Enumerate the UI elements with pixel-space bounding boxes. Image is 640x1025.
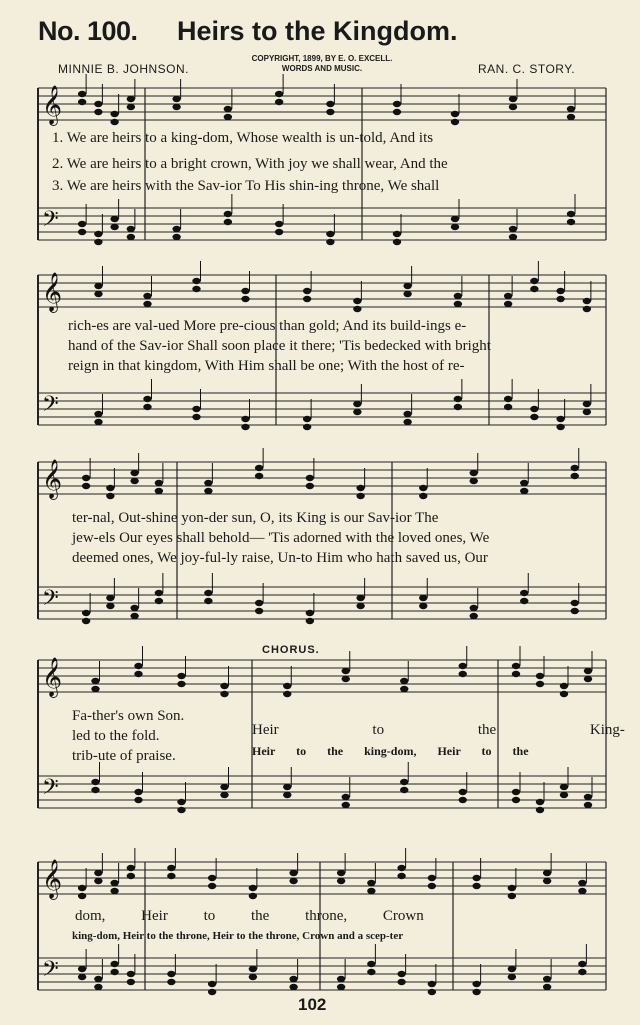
note-head bbox=[567, 106, 575, 112]
note-head bbox=[451, 111, 459, 117]
chorus-soprano-line: Heir to the King- bbox=[252, 722, 625, 738]
note-head bbox=[353, 409, 361, 415]
treble-clef: 𝄞 bbox=[42, 657, 63, 697]
note-head bbox=[571, 473, 579, 479]
note-head bbox=[556, 288, 564, 294]
note-head bbox=[306, 475, 314, 481]
note-head bbox=[78, 99, 86, 105]
note-head bbox=[428, 981, 436, 987]
note-head bbox=[306, 618, 314, 624]
note-head bbox=[241, 296, 249, 302]
note-head bbox=[167, 979, 175, 985]
note-head bbox=[155, 480, 163, 486]
note-head bbox=[127, 979, 135, 985]
note-head bbox=[283, 792, 291, 798]
note-head bbox=[283, 784, 291, 790]
note-head bbox=[94, 239, 102, 245]
note-head bbox=[91, 779, 99, 785]
note-head bbox=[508, 885, 516, 891]
note-head bbox=[567, 211, 575, 217]
note-head bbox=[208, 875, 216, 881]
note-head bbox=[454, 404, 462, 410]
page-number: 102 bbox=[298, 995, 327, 1014]
note-head bbox=[306, 483, 314, 489]
note-head bbox=[78, 91, 86, 97]
note-head bbox=[356, 595, 364, 601]
note-head bbox=[289, 984, 297, 990]
note-head bbox=[110, 216, 118, 222]
note-head bbox=[249, 893, 257, 899]
note-head bbox=[543, 984, 551, 990]
note-head bbox=[172, 104, 180, 110]
note-head bbox=[94, 984, 102, 990]
note-head bbox=[177, 807, 185, 813]
note-head bbox=[130, 605, 138, 611]
note-head bbox=[512, 671, 520, 677]
note-head bbox=[508, 893, 516, 899]
hymn-title: Heirs to the Kingdom. bbox=[177, 16, 458, 46]
note-head bbox=[110, 969, 118, 975]
note-head bbox=[78, 885, 86, 891]
note-head bbox=[400, 779, 408, 785]
note-head bbox=[454, 396, 462, 402]
note-head bbox=[454, 301, 462, 307]
chorus-bass-line: king-dom, Heir to the throne, Heir to the throne, Crown and a scep-ter bbox=[72, 930, 404, 942]
note-head bbox=[134, 671, 142, 677]
note-head bbox=[512, 797, 520, 803]
note-head bbox=[303, 416, 311, 422]
note-head bbox=[397, 873, 405, 879]
note-head bbox=[289, 976, 297, 982]
note-head bbox=[504, 301, 512, 307]
note-head bbox=[512, 789, 520, 795]
note-head bbox=[94, 231, 102, 237]
note-head bbox=[94, 101, 102, 107]
note-head bbox=[303, 296, 311, 302]
treble-clef: 𝄞 bbox=[42, 459, 63, 499]
note-head bbox=[397, 971, 405, 977]
note-head bbox=[367, 969, 375, 975]
note-head bbox=[306, 610, 314, 616]
treble-clef: 𝄞 bbox=[42, 272, 63, 312]
note-head bbox=[192, 406, 200, 412]
note-head bbox=[127, 971, 135, 977]
note-head bbox=[560, 683, 568, 689]
note-head bbox=[177, 673, 185, 679]
note-head bbox=[275, 221, 283, 227]
treble-clef: 𝄞 bbox=[42, 859, 63, 899]
note-head bbox=[78, 966, 86, 972]
note-head bbox=[560, 691, 568, 697]
note-head bbox=[356, 493, 364, 499]
chorus-label: CHORUS. bbox=[262, 644, 320, 656]
note-head bbox=[110, 111, 118, 117]
note-head bbox=[536, 681, 544, 687]
note-head bbox=[106, 603, 114, 609]
note-head bbox=[94, 870, 102, 876]
note-head bbox=[342, 676, 350, 682]
note-head bbox=[520, 480, 528, 486]
note-head bbox=[583, 409, 591, 415]
note-head bbox=[289, 870, 297, 876]
note-head bbox=[143, 293, 151, 299]
note-head bbox=[337, 976, 345, 982]
note-head bbox=[512, 663, 520, 669]
note-head bbox=[110, 119, 118, 125]
note-head bbox=[130, 613, 138, 619]
note-head bbox=[509, 104, 517, 110]
note-head bbox=[530, 278, 538, 284]
note-head bbox=[520, 488, 528, 494]
note-head bbox=[155, 590, 163, 596]
note-head bbox=[208, 989, 216, 995]
note-head bbox=[94, 109, 102, 115]
note-head bbox=[110, 961, 118, 967]
note-head bbox=[567, 219, 575, 225]
note-head bbox=[303, 288, 311, 294]
note-head bbox=[224, 114, 232, 120]
note-head bbox=[241, 288, 249, 294]
note-head bbox=[192, 278, 200, 284]
note-head bbox=[78, 229, 86, 235]
note-head bbox=[543, 976, 551, 982]
note-head bbox=[204, 590, 212, 596]
note-head bbox=[428, 989, 436, 995]
note-head bbox=[403, 419, 411, 425]
note-head bbox=[127, 873, 135, 879]
note-head bbox=[127, 865, 135, 871]
note-head bbox=[78, 221, 86, 227]
verse-3-line: reign in that kingdom, With Him shall be one; With the host of re- bbox=[68, 358, 465, 374]
note-head bbox=[91, 686, 99, 692]
note-head bbox=[451, 119, 459, 125]
chorus-bass-line: Heir to the king-dom, Heir to the bbox=[252, 744, 529, 758]
note-head bbox=[356, 485, 364, 491]
note-head bbox=[459, 789, 467, 795]
note-head bbox=[127, 96, 135, 102]
note-head bbox=[556, 296, 564, 302]
note-head bbox=[451, 224, 459, 230]
note-head bbox=[509, 234, 517, 240]
note-head bbox=[571, 465, 579, 471]
verse-1-line: ter-nal, Out-shine yon-der sun, O, its King is our Sav-ior The bbox=[72, 510, 439, 526]
note-head bbox=[91, 678, 99, 684]
note-head bbox=[172, 96, 180, 102]
note-head bbox=[356, 603, 364, 609]
note-head bbox=[520, 598, 528, 604]
note-head bbox=[106, 493, 114, 499]
note-head bbox=[255, 473, 263, 479]
note-head bbox=[556, 416, 564, 422]
note-head bbox=[224, 211, 232, 217]
note-head bbox=[428, 875, 436, 881]
note-head bbox=[337, 870, 345, 876]
note-head bbox=[130, 470, 138, 476]
note-head bbox=[353, 306, 361, 312]
note-head bbox=[403, 411, 411, 417]
note-head bbox=[571, 608, 579, 614]
composer-credit: RAN. C. STORY. bbox=[478, 62, 576, 76]
verse-3-line: trib-ute of praise. bbox=[72, 748, 176, 764]
note-head bbox=[167, 971, 175, 977]
note-head bbox=[110, 880, 118, 886]
note-head bbox=[454, 293, 462, 299]
note-head bbox=[419, 595, 427, 601]
note-head bbox=[167, 873, 175, 879]
note-head bbox=[134, 663, 142, 669]
note-head bbox=[472, 989, 480, 995]
copyright-line: COPYRIGHT, 1899, BY E. O. EXCELL. bbox=[251, 54, 393, 63]
note-head bbox=[167, 865, 175, 871]
note-head bbox=[530, 286, 538, 292]
note-head bbox=[155, 598, 163, 604]
note-head bbox=[255, 600, 263, 606]
note-head bbox=[419, 603, 427, 609]
note-head bbox=[400, 678, 408, 684]
note-head bbox=[459, 663, 467, 669]
note-head bbox=[367, 888, 375, 894]
note-head bbox=[78, 893, 86, 899]
verse-2-line: 2. We are heirs to a bright crown, With joy we shall wear, And the bbox=[52, 156, 448, 172]
note-head bbox=[584, 794, 592, 800]
bass-clef: 𝄢 bbox=[42, 775, 59, 805]
treble-clef: 𝄞 bbox=[42, 85, 63, 125]
note-head bbox=[428, 883, 436, 889]
note-head bbox=[94, 878, 102, 884]
note-head bbox=[556, 424, 564, 430]
note-head bbox=[583, 306, 591, 312]
note-head bbox=[508, 966, 516, 972]
note-head bbox=[283, 683, 291, 689]
note-head bbox=[459, 671, 467, 677]
note-head bbox=[127, 234, 135, 240]
note-head bbox=[584, 802, 592, 808]
note-head bbox=[192, 414, 200, 420]
note-head bbox=[583, 401, 591, 407]
note-head bbox=[82, 610, 90, 616]
note-head bbox=[472, 883, 480, 889]
note-head bbox=[91, 787, 99, 793]
note-head bbox=[472, 981, 480, 987]
note-head bbox=[543, 870, 551, 876]
note-head bbox=[419, 493, 427, 499]
note-head bbox=[337, 984, 345, 990]
verse-3-line: 3. We are heirs with the Sav-ior To His shin-ing throne, We shall bbox=[52, 178, 440, 194]
note-head bbox=[543, 878, 551, 884]
note-head bbox=[241, 424, 249, 430]
note-head bbox=[419, 485, 427, 491]
note-head bbox=[220, 691, 228, 697]
note-head bbox=[530, 406, 538, 412]
note-head bbox=[470, 613, 478, 619]
verse-3-line: deemed ones, We joy-ful-ly raise, Un-to Him who hath saved us, Our bbox=[72, 550, 488, 566]
note-head bbox=[459, 797, 467, 803]
note-head bbox=[393, 109, 401, 115]
note-head bbox=[249, 966, 257, 972]
bass-clef: 𝄢 bbox=[42, 392, 59, 422]
note-head bbox=[134, 789, 142, 795]
note-head bbox=[353, 298, 361, 304]
note-head bbox=[451, 216, 459, 222]
note-head bbox=[94, 411, 102, 417]
note-head bbox=[192, 286, 200, 292]
note-head bbox=[143, 301, 151, 307]
note-head bbox=[110, 888, 118, 894]
note-head bbox=[393, 101, 401, 107]
note-head bbox=[255, 608, 263, 614]
note-head bbox=[504, 293, 512, 299]
note-head bbox=[94, 291, 102, 297]
note-head bbox=[94, 419, 102, 425]
note-head bbox=[275, 229, 283, 235]
note-head bbox=[567, 114, 575, 120]
note-head bbox=[509, 96, 517, 102]
note-head bbox=[78, 974, 86, 980]
note-head bbox=[367, 880, 375, 886]
verse-2-line: jew-els Our eyes shall behold— 'Tis adorned with the loved ones, We bbox=[72, 530, 490, 546]
note-head bbox=[520, 590, 528, 596]
note-head bbox=[220, 792, 228, 798]
note-head bbox=[393, 231, 401, 237]
note-head bbox=[337, 878, 345, 884]
note-head bbox=[560, 792, 568, 798]
note-head bbox=[400, 787, 408, 793]
note-head bbox=[536, 673, 544, 679]
note-head bbox=[220, 683, 228, 689]
note-head bbox=[224, 219, 232, 225]
note-head bbox=[303, 424, 311, 430]
note-head bbox=[367, 961, 375, 967]
copyright-line: WORDS AND MUSIC. bbox=[281, 64, 363, 73]
note-head bbox=[530, 414, 538, 420]
note-head bbox=[289, 878, 297, 884]
note-head bbox=[177, 799, 185, 805]
note-head bbox=[110, 224, 118, 230]
note-head bbox=[106, 595, 114, 601]
verse-2-line: hand of the Sav-ior Shall soon place it there; 'Tis bedecked with bright bbox=[68, 338, 491, 354]
note-head bbox=[127, 104, 135, 110]
note-head bbox=[326, 101, 334, 107]
note-head bbox=[255, 465, 263, 471]
note-head bbox=[353, 401, 361, 407]
note-head bbox=[393, 239, 401, 245]
note-head bbox=[155, 488, 163, 494]
bass-clef: 𝄢 bbox=[42, 957, 59, 987]
note-head bbox=[536, 799, 544, 805]
chorus-soprano-line: dom, Heir to the throne, Crown bbox=[75, 908, 424, 924]
bass-clef: 𝄢 bbox=[42, 586, 59, 616]
note-head bbox=[208, 981, 216, 987]
note-head bbox=[470, 605, 478, 611]
note-head bbox=[326, 239, 334, 245]
note-head bbox=[509, 226, 517, 232]
note-head bbox=[130, 478, 138, 484]
verse-1-line: rich-es are val-ued More pre-cious than gold; And its build-ings e- bbox=[68, 318, 467, 334]
note-head bbox=[82, 475, 90, 481]
note-head bbox=[204, 480, 212, 486]
note-head bbox=[342, 668, 350, 674]
note-head bbox=[584, 676, 592, 682]
note-head bbox=[208, 883, 216, 889]
note-head bbox=[172, 226, 180, 232]
note-head bbox=[143, 404, 151, 410]
note-head bbox=[470, 478, 478, 484]
note-head bbox=[249, 974, 257, 980]
note-head bbox=[275, 99, 283, 105]
note-head bbox=[127, 226, 135, 232]
note-head bbox=[249, 885, 257, 891]
lyricist-credit: MINNIE B. JOHNSON. bbox=[58, 62, 190, 76]
note-head bbox=[82, 618, 90, 624]
note-head bbox=[578, 961, 586, 967]
note-head bbox=[241, 416, 249, 422]
bass-clef: 𝄢 bbox=[42, 207, 59, 237]
note-head bbox=[397, 865, 405, 871]
note-head bbox=[400, 686, 408, 692]
note-head bbox=[326, 109, 334, 115]
note-head bbox=[177, 681, 185, 687]
note-head bbox=[94, 976, 102, 982]
note-head bbox=[583, 298, 591, 304]
note-head bbox=[94, 283, 102, 289]
note-head bbox=[224, 106, 232, 112]
note-head bbox=[342, 794, 350, 800]
note-head bbox=[403, 283, 411, 289]
note-head bbox=[560, 784, 568, 790]
note-head bbox=[106, 485, 114, 491]
note-head bbox=[397, 979, 405, 985]
note-head bbox=[220, 784, 228, 790]
note-head bbox=[275, 91, 283, 97]
note-head bbox=[172, 234, 180, 240]
note-head bbox=[508, 974, 516, 980]
note-head bbox=[134, 797, 142, 803]
note-head bbox=[578, 969, 586, 975]
note-head bbox=[204, 488, 212, 494]
verse-1-line: Fa-ther's own Son. bbox=[72, 708, 185, 724]
note-head bbox=[504, 404, 512, 410]
note-head bbox=[326, 231, 334, 237]
note-head bbox=[403, 291, 411, 297]
note-head bbox=[584, 668, 592, 674]
note-head bbox=[342, 802, 350, 808]
note-head bbox=[536, 807, 544, 813]
verse-2-line: led to the fold. bbox=[72, 728, 160, 744]
note-head bbox=[472, 875, 480, 881]
note-head bbox=[470, 470, 478, 476]
note-head bbox=[204, 598, 212, 604]
note-head bbox=[504, 396, 512, 402]
note-head bbox=[143, 396, 151, 402]
note-head bbox=[82, 483, 90, 489]
note-head bbox=[283, 691, 291, 697]
note-head bbox=[571, 600, 579, 606]
hymn-number: No. 100. bbox=[38, 16, 138, 46]
note-head bbox=[578, 888, 586, 894]
verse-1-line: 1. We are heirs to a king-dom, Whose wealth is un-told, And its bbox=[52, 130, 434, 146]
note-head bbox=[578, 880, 586, 886]
